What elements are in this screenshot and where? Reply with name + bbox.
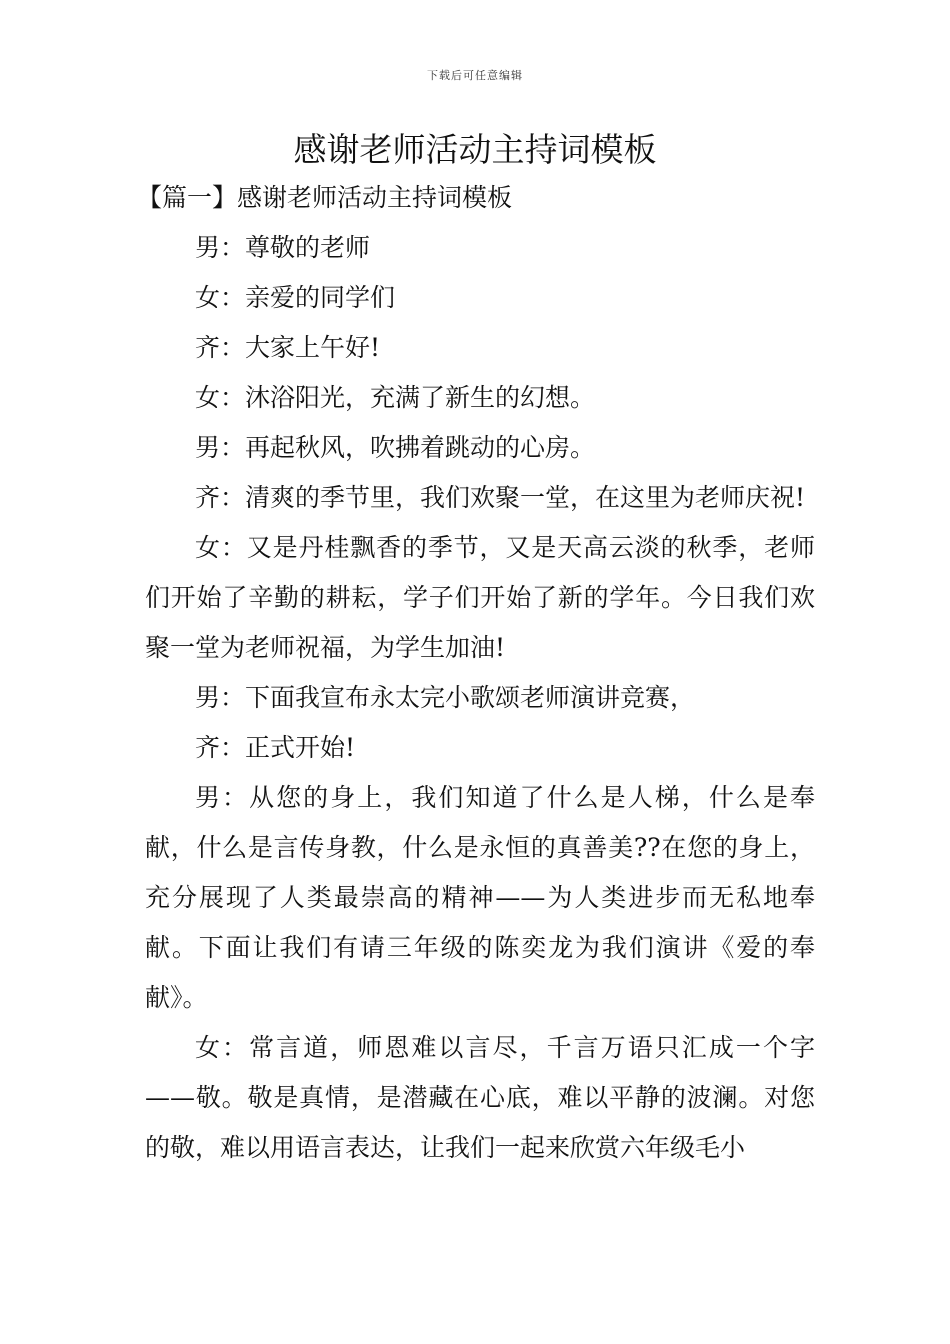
document-title: 感谢老师活动主持词模板 xyxy=(293,130,657,169)
section-heading: 【篇一】感谢老师活动主持词模板 xyxy=(137,183,513,212)
paragraph-5: 男：再起秋风，吹拂着跳动的心房。 xyxy=(195,433,596,462)
paragraph-2: 女：亲爱的同学们 xyxy=(195,283,396,312)
paragraph-9: 齐：正式开始! xyxy=(195,733,356,762)
paragraph-4: 女：沐浴阳光，充满了新生的幻想。 xyxy=(195,383,596,412)
paragraph-6: 齐：清爽的季节里，我们欢聚一堂，在这里为老师庆祝! xyxy=(195,483,806,512)
paragraph-1: 男：尊敬的老师 xyxy=(195,233,371,262)
paragraph-10: 男：从您的身上，我们知道了什么是人梯，什么是奉献，什么是言传身教，什么是永恒的真善美??在您的身上，充分展现了人类最崇高的精神——为人类进步而无私地奉献。下面让我们有请三年级的陈奕龙为我们演讲《爱的奉献》。 xyxy=(145,783,815,1012)
paragraph-3: 齐：大家上午好! xyxy=(195,333,381,362)
paragraph-7: 女：又是丹桂飘香的季节，又是天高云淡的秋季，老师们开始了辛勤的耕耘，学子们开始了新的学年。今日我们欢聚一堂为老师祝福，为学生加油! xyxy=(145,533,815,662)
paragraph-11: 女：常言道，师恩难以言尽，千言万语只汇成一个字——敬。敬是真情，是潜藏在心底，难以平静的波澜。对您的敬，难以用语言表达，让我们一起来欣赏六年级毛小 xyxy=(145,1033,815,1162)
document-body xyxy=(137,173,815,1173)
header-note: 下载后可任意编辑 xyxy=(427,69,523,82)
paragraph-8: 男：下面我宣布永太完小歌颂老师演讲竞赛， xyxy=(195,683,696,712)
